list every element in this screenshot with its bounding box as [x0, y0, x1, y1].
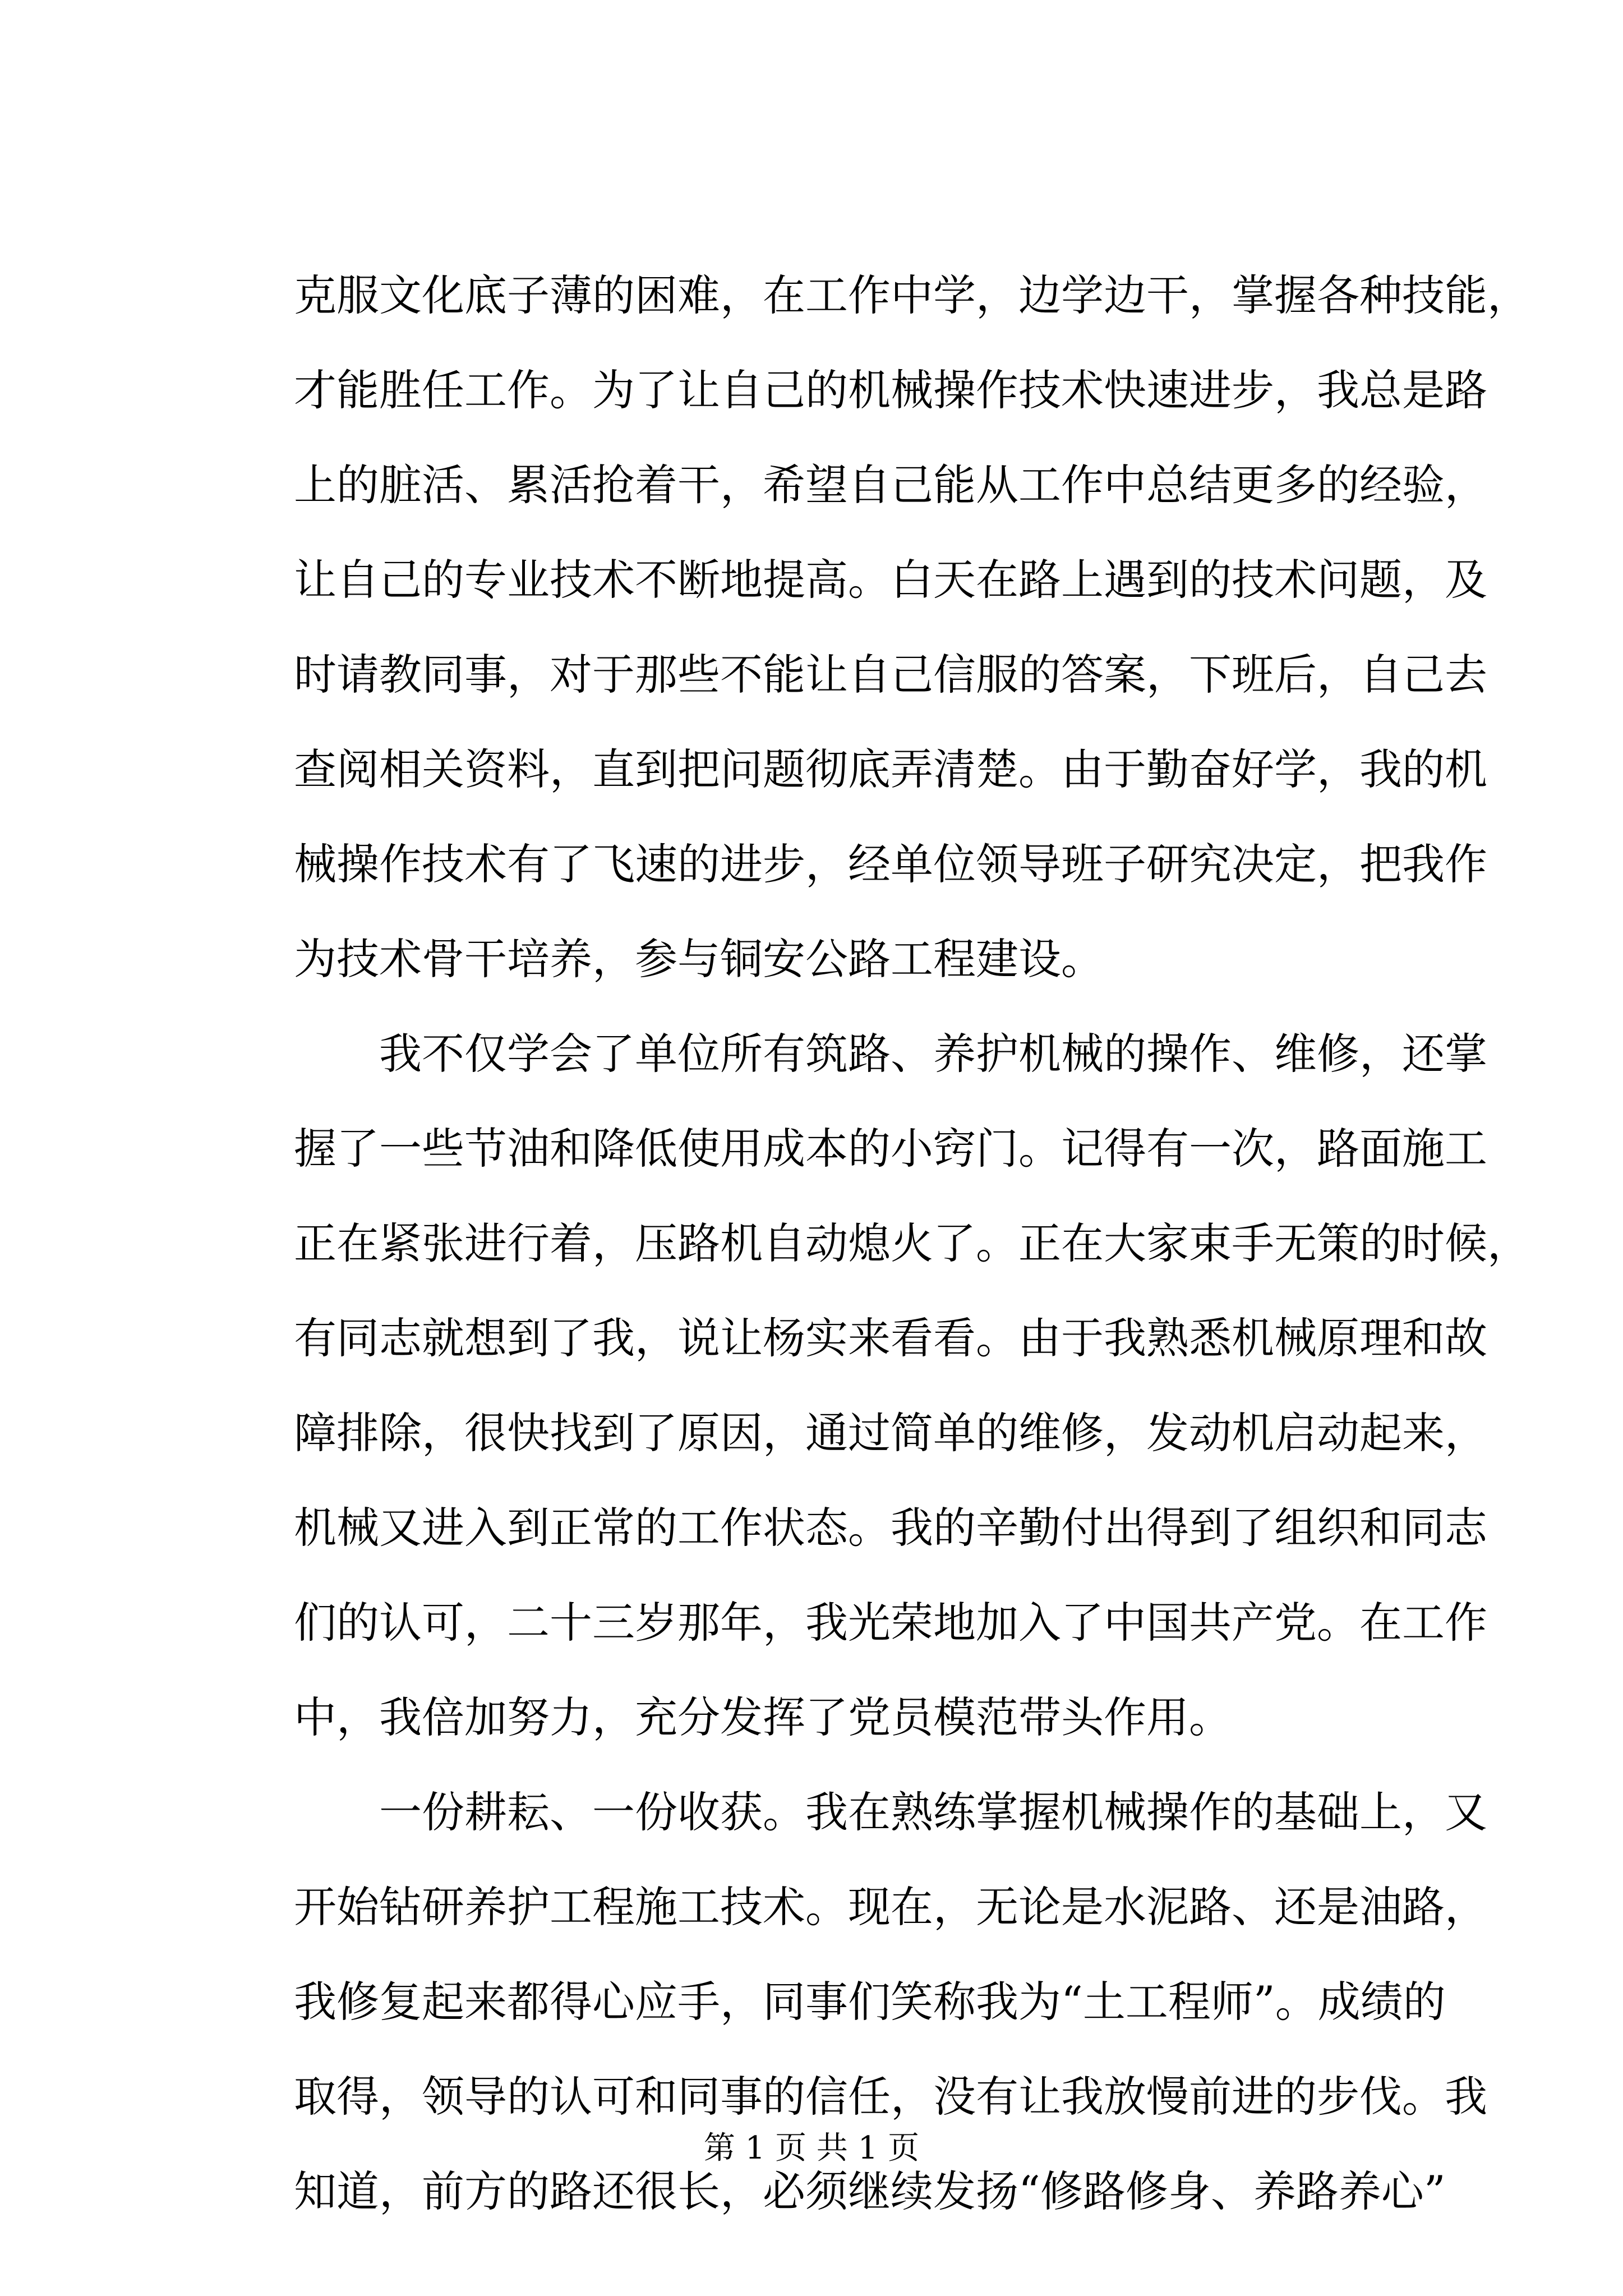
- text-line: 上的脏活、累活抢着干，希望自己能从工作中总结更多的经验，: [294, 460, 1487, 510]
- body-text: [294, 248, 1530, 2239]
- text-line: 才能胜任工作。为了让自己的机械操作技术快速进步，我总是路: [294, 365, 1487, 415]
- text-line: 们的认可，二十三岁那年，我光荣地加入了中国共产党。在工作: [294, 1598, 1487, 1648]
- text-line: 障排除，很快找到了原因，通过简单的维修，发动机启动起来，: [294, 1408, 1487, 1458]
- text-line: 为技术骨干培养，参与铜安公路工程建设。: [294, 934, 1104, 984]
- text-line: 查阅相关资料，直到把问题彻底弄清楚。由于勤奋好学，我的机: [294, 744, 1487, 794]
- text-line: 中，我倍加努力，充分发挥了党员模范带头作用。: [294, 1692, 1232, 1742]
- text-line: 取得，领导的认可和同事的信任，没有让我放慢前进的步伐。我: [294, 2072, 1487, 2122]
- text-line: 时请教同事，对于那些不能让自己信服的答案，下班后，自己去: [294, 650, 1487, 700]
- text-line: 我不仅学会了单位所有筑路、养护机械的操作、维修，还掌: [379, 1029, 1487, 1079]
- text-line: 开始钻研养护工程施工技术。现在，无论是水泥路、还是油路，: [294, 1882, 1487, 1932]
- page-footer: [0, 2129, 1623, 2168]
- text-line: 一份耕耘、一份收获。我在熟练掌握机械操作的基础上，又: [379, 1787, 1487, 1837]
- text-line: 械操作技术有了飞速的进步，经单位领导班子研究决定，把我作: [294, 839, 1487, 889]
- text-line: 知道，前方的路还很长，必须继续发扬“修路修身、养路养心”: [294, 2166, 1446, 2216]
- text-line: 克服文化底子薄的困难，在工作中学，边学边干，掌握各种技能，: [294, 270, 1530, 320]
- text-line: 让自己的专业技术不断地提高。白天在路上遇到的技术问题，及: [294, 555, 1487, 605]
- page-number-label: 第 1 页 共 1 页: [703, 2130, 920, 2166]
- text-line: 我修复起来都得心应手，同事们笑称我为“土工程师”。成绩的: [294, 1977, 1446, 2027]
- text-line: 握了一些节油和降低使用成本的小窍门。记得有一次，路面施工: [294, 1124, 1487, 1174]
- text-line: 有同志就想到了我，说让杨实来看看。由于我熟悉机械原理和故: [294, 1313, 1487, 1363]
- text-line: 正在紧张进行着，压路机自动熄火了。正在大家束手无策的时候，: [294, 1218, 1530, 1268]
- text-line: 机械又进入到正常的工作状态。我的辛勤付出得到了组织和同志: [294, 1503, 1487, 1553]
